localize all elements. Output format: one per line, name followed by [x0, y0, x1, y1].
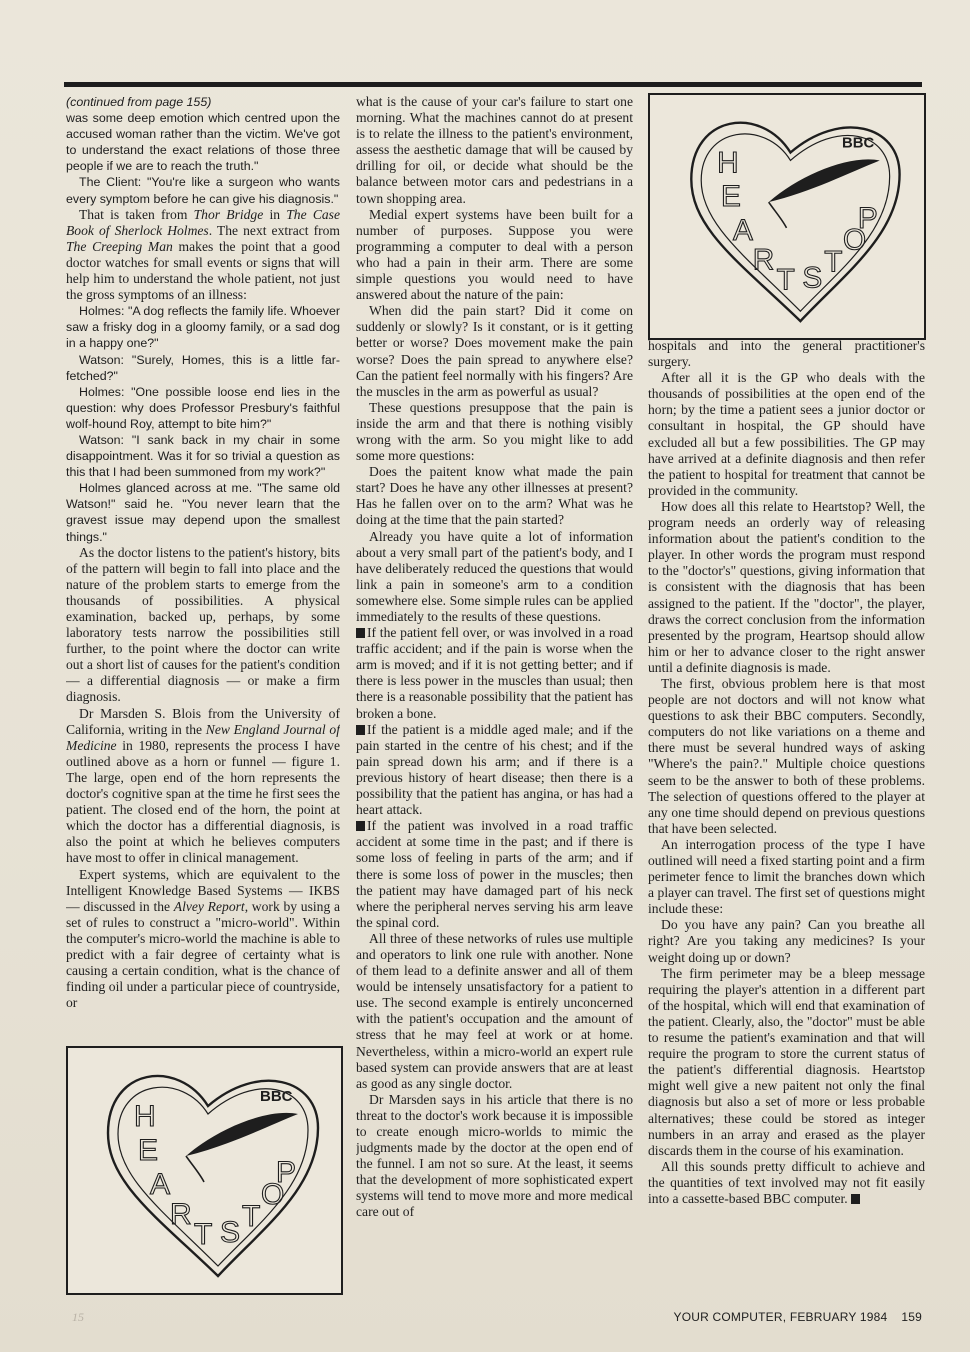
report-title: Alvey Report [173, 898, 245, 914]
paragraph: Watson: "Surely, Homes, this is a little far-fetched?" [66, 352, 340, 383]
paragraph: How does all this relate to Heartstop? Well, the program needs an orderly way of releasing information about the patient's condition to the player. In other words the program must respond to the "doctor's" questions, giving information that is consistent with the diagnosis that has been assigned to the patient. If the "doctor", the player, draws the correct conclusion from the information presented by the program, Heartsop should allow him or her to advance closer to the right answer until a definite diagnosis is made. [648, 498, 925, 675]
book-title: The Case Book of Sherlock Holmes [66, 206, 340, 238]
logo-letter: H [134, 1100, 156, 1133]
paragraph: what is the cause of your car's failure to start one morning. What the machines cannot do at present is to relate the illness to the patient's environment, assess the aesthetic damage that will be caused by drilling for oil, or decide what should be the balance between motor cars and pedestrians in a town shopping area. [356, 94, 633, 206]
continued-note: (continued from page 155) [66, 95, 212, 109]
logo-letter: H [717, 146, 739, 180]
logo-letter: R [752, 243, 775, 277]
logo-letter: E [138, 1134, 159, 1167]
logo-letter: O [843, 223, 867, 257]
book-title: Thor Bridge [193, 206, 264, 222]
paragraph: As the doctor listens to the patient's history, bits of the pattern will begin to fall into place and the nature of the problem starts to emerge from the thousands of possibilities. A physical examination, backed up, perhaps, by some laboratory tests narrow the possibilities still further, to the point where the doctor can write out a short list of causes for the patient's condition — a differential diagnosis — or make a firm diagnosis. [66, 544, 340, 705]
column-3 [648, 338, 925, 1288]
bullet-icon [356, 628, 365, 638]
paragraph: The firm perimeter may be a bleep message requiring the player's attention in a different part of the hospital, which will end that examination of the patient. Clearly, also, the "doctor" must be able to resume the patient's examination and that will require the program to store the current status of the patient's differential diagnosis. Heartstop might well give a new paitent not only the final diagnosis but also a set of more or less probable alternatives; these could be stored as integer numbers in an array and erased as the player discards them in the course of his examination. [648, 965, 925, 1158]
bbc-brand: BBC [260, 1088, 293, 1105]
paragraph: Already you have quite a lot of information about a very small part of the patient's body, and I have deliberately reduced the questions that would link a pain in someone's arm to a condition somewhere else. Some simple rules can be applied immediately to the results of these questions. [356, 528, 633, 624]
paragraph: That is taken from Thor Bridge in The Case Book of Sherlock Holmes. The next extract from The Creeping Man makes the point that a good doctor watches for small events or signs that will help him to understand the whole patient, not just the gross symptoms of an illness: [66, 206, 340, 303]
paragraph: All this sounds pretty difficult to achieve and the quantities of text involved may not fit easily into a cassette-based BBC computer. [648, 1158, 925, 1206]
rule-bullet: If the patient is a middle aged male; and if the pain started in the centre of his chest; and if the pain spread down his arm; and if there is a previous history of heart disease; then there is a possibility that the patient has angina, or has had a heart attack. [356, 721, 633, 818]
paragraph: hospitals and into the general practitioner's surgery. [648, 338, 925, 370]
page-footer [560, 1310, 922, 1324]
bullet-icon [356, 821, 365, 831]
page-number: 159 [901, 1310, 922, 1324]
paragraph: Medial expert systems have been built for a number of purposes. Suppose you were programming a computer to deal with a person who had a pain in their arm. There are some simple questions you would need to have answered about the nature of the pain: [356, 206, 633, 303]
paragraph: When did the pain start? Did it come on suddenly or slowly? Is it constant, or is it getting better or worse? Does movement make the pain worse? Does the pain spread to anywhere else? Can the patient feel normally with his fingers? Are the muscles in the arm as powerful as usual? [356, 303, 633, 399]
end-mark-icon [851, 1194, 860, 1204]
logo-letter: A [150, 1168, 171, 1201]
paragraph: Watson: "I sank back in my chair in some disappointment. Was it for so trivial a question as this that I had been summoned from my work?" [66, 432, 340, 480]
paragraph: Expert systems, which are equivalent to the Intelligent Knowledge Based Systems — IKBS — discussed in the Alvey Report, work by using a set of rules to construct a "micro-world". Within the computer's micro-world the machine is able to predict with a fair degree of certainty what is causing a certain condition, what is the chance of finding oil under a particular piece of countryside, or [66, 866, 340, 1011]
journal-title: New England Journal of Medicine [66, 721, 340, 753]
logo-letter: T [242, 1200, 261, 1233]
paragraph: The first, obvious problem here is that most people are not doctors and will not know what questions to ask their BBC computers. Secondly, computers do not like variations on a theme and there must be several hundred ways of asking "Where's the pain?." Multiple choice questions seem to be the answer to both of these problems. The selection of questions offered to the player at any one time should depend on previous questions that have been selected. [648, 675, 925, 836]
top-rule [64, 82, 922, 87]
paragraph: Holmes: "One possible loose end lies in the question: why does Professor Presbury's faithful wolf-hound Roy, attempt to bite him?" [66, 384, 340, 431]
paragraph: After all it is the GP who deals with the thousands of possibilities at the open end of the horn; by the time a patient sees a junior doctor or consultant in hospital, the GP should have excluded all but a few possibilities. The GP may have arrived at a definite diagnosis and then refer the patient to hospital for treatment that cannot be provided in the community. [648, 370, 925, 498]
logo-letter: R [170, 1198, 192, 1231]
book-title: The Creeping Man [66, 238, 173, 254]
heartstop-logo-bottom [66, 1046, 343, 1295]
logo-letter: T [776, 263, 795, 297]
logo-letter: T [824, 245, 843, 279]
paragraph: An interrogation process of the type I have outlined will need a fixed starting point and a firm perimeter fence to limit the branches down which a player can travel. The first set of questions might include these: [648, 836, 925, 917]
paragraph: These questions presuppose that the pain is inside the arm and that there is nothing visibly wrong with the arm. So you might like to add some more questions: [356, 399, 633, 464]
bbc-brand: BBC [842, 135, 875, 152]
bullet-icon [356, 725, 365, 735]
rule-bullet: If the patient fell over, or was involved in a road traffic accident; and if the pain is worse when the arm is moved; and if it is not getting better; and if there is less power in the muscles than usual; then there is a reasonable possibility that the patient has broken a bone. [356, 625, 633, 721]
logo-letter: S [220, 1216, 241, 1249]
paragraph: Do you have any pain? Can you breathe all right? Are you taking any medicines? Is your weight doing up or down? [648, 917, 925, 965]
heartstop-logo-top [648, 93, 926, 340]
logo-letter: P [276, 1156, 297, 1189]
logo-letter: T [194, 1218, 213, 1251]
logo-letter: E [721, 180, 741, 214]
logo-letter: O [261, 1178, 285, 1211]
logo-letter: P [857, 201, 878, 235]
paragraph: All three of these networks of rules use multiple and operators to link one rule with another. None of them lead to a definite answer and all of them would be intensely unsatisfactory for a patient to use. The second example is entirely unconcerned with the patient's occupation and the amount of stress that he may feel at work or at home. Nevertheless, within a micro-world an expert rule based system can provide answers that are at least as good as any single doctor. [356, 930, 633, 1091]
rule-bullet: If the patient was involved in a road traffic accident at some time in the past; and if there is some loss of feeling in parts of the arm; and if there is some loss of power in the muscles; then the patient may have damaged part of his neck where the peripheral nerves serving his arm leave the spinal cord. [356, 818, 633, 930]
logo-letter: S [802, 261, 823, 295]
heart-icon [650, 95, 924, 338]
paragraph: Does the paitent know what made the pain start? Does he have any other illnesses at present? Has he fallen over on to the arm? What was he doing at the time that the pain started? [356, 464, 633, 528]
paragraph: Holmes glanced across at me. "The same old Watson!" said he. "You never learn that the gravest issue may depend upon the smallest things." [66, 481, 340, 544]
paragraph: The Client: "You're like a surgeon who wants every symptom before he can give his diagnosis." [66, 175, 340, 206]
heart-icon [68, 1048, 341, 1293]
magazine-issue: YOUR COMPUTER, FEBRUARY 1984 [673, 1310, 888, 1324]
column-2 [356, 94, 633, 1290]
margin-note: 15 [72, 1310, 84, 1324]
paragraph: was some deep emotion which centred upon the accused woman rather than the victim. We've got to understand the exact relations of those three people if we are to reach the truth." [66, 111, 340, 174]
paragraph: Holmes: "A dog reflects the family life. Whoever saw a frisky dog in a gloomy family, or a sad dog in a happy one?" [66, 304, 340, 351]
logo-letter: A [732, 213, 753, 247]
column-1 [66, 94, 340, 1039]
paragraph: Dr Marsden S. Blois from the University of California, writing in the New England Journal of Medicine in 1980, represents the process I have outlined above as a horn or funnel — figure 1. The large, open end of the horn represents the doctor's cognitive span at the time he first sees the patient. The closed end of the horn, the point at which the doctor has a differential diagnosis, is also the point at which he believes computers have most to offer in clinical management. [66, 705, 340, 866]
paragraph: Dr Marsden says in his article that there is no threat to the doctor's work because it is impossible to create enough micro-worlds to mimic the judgments made by the doctor at the open end of the funnel. I am not so sure. At the least, it seems that the development of more sophisticated expert systems will tend to move more and more medical care out of [356, 1091, 633, 1220]
